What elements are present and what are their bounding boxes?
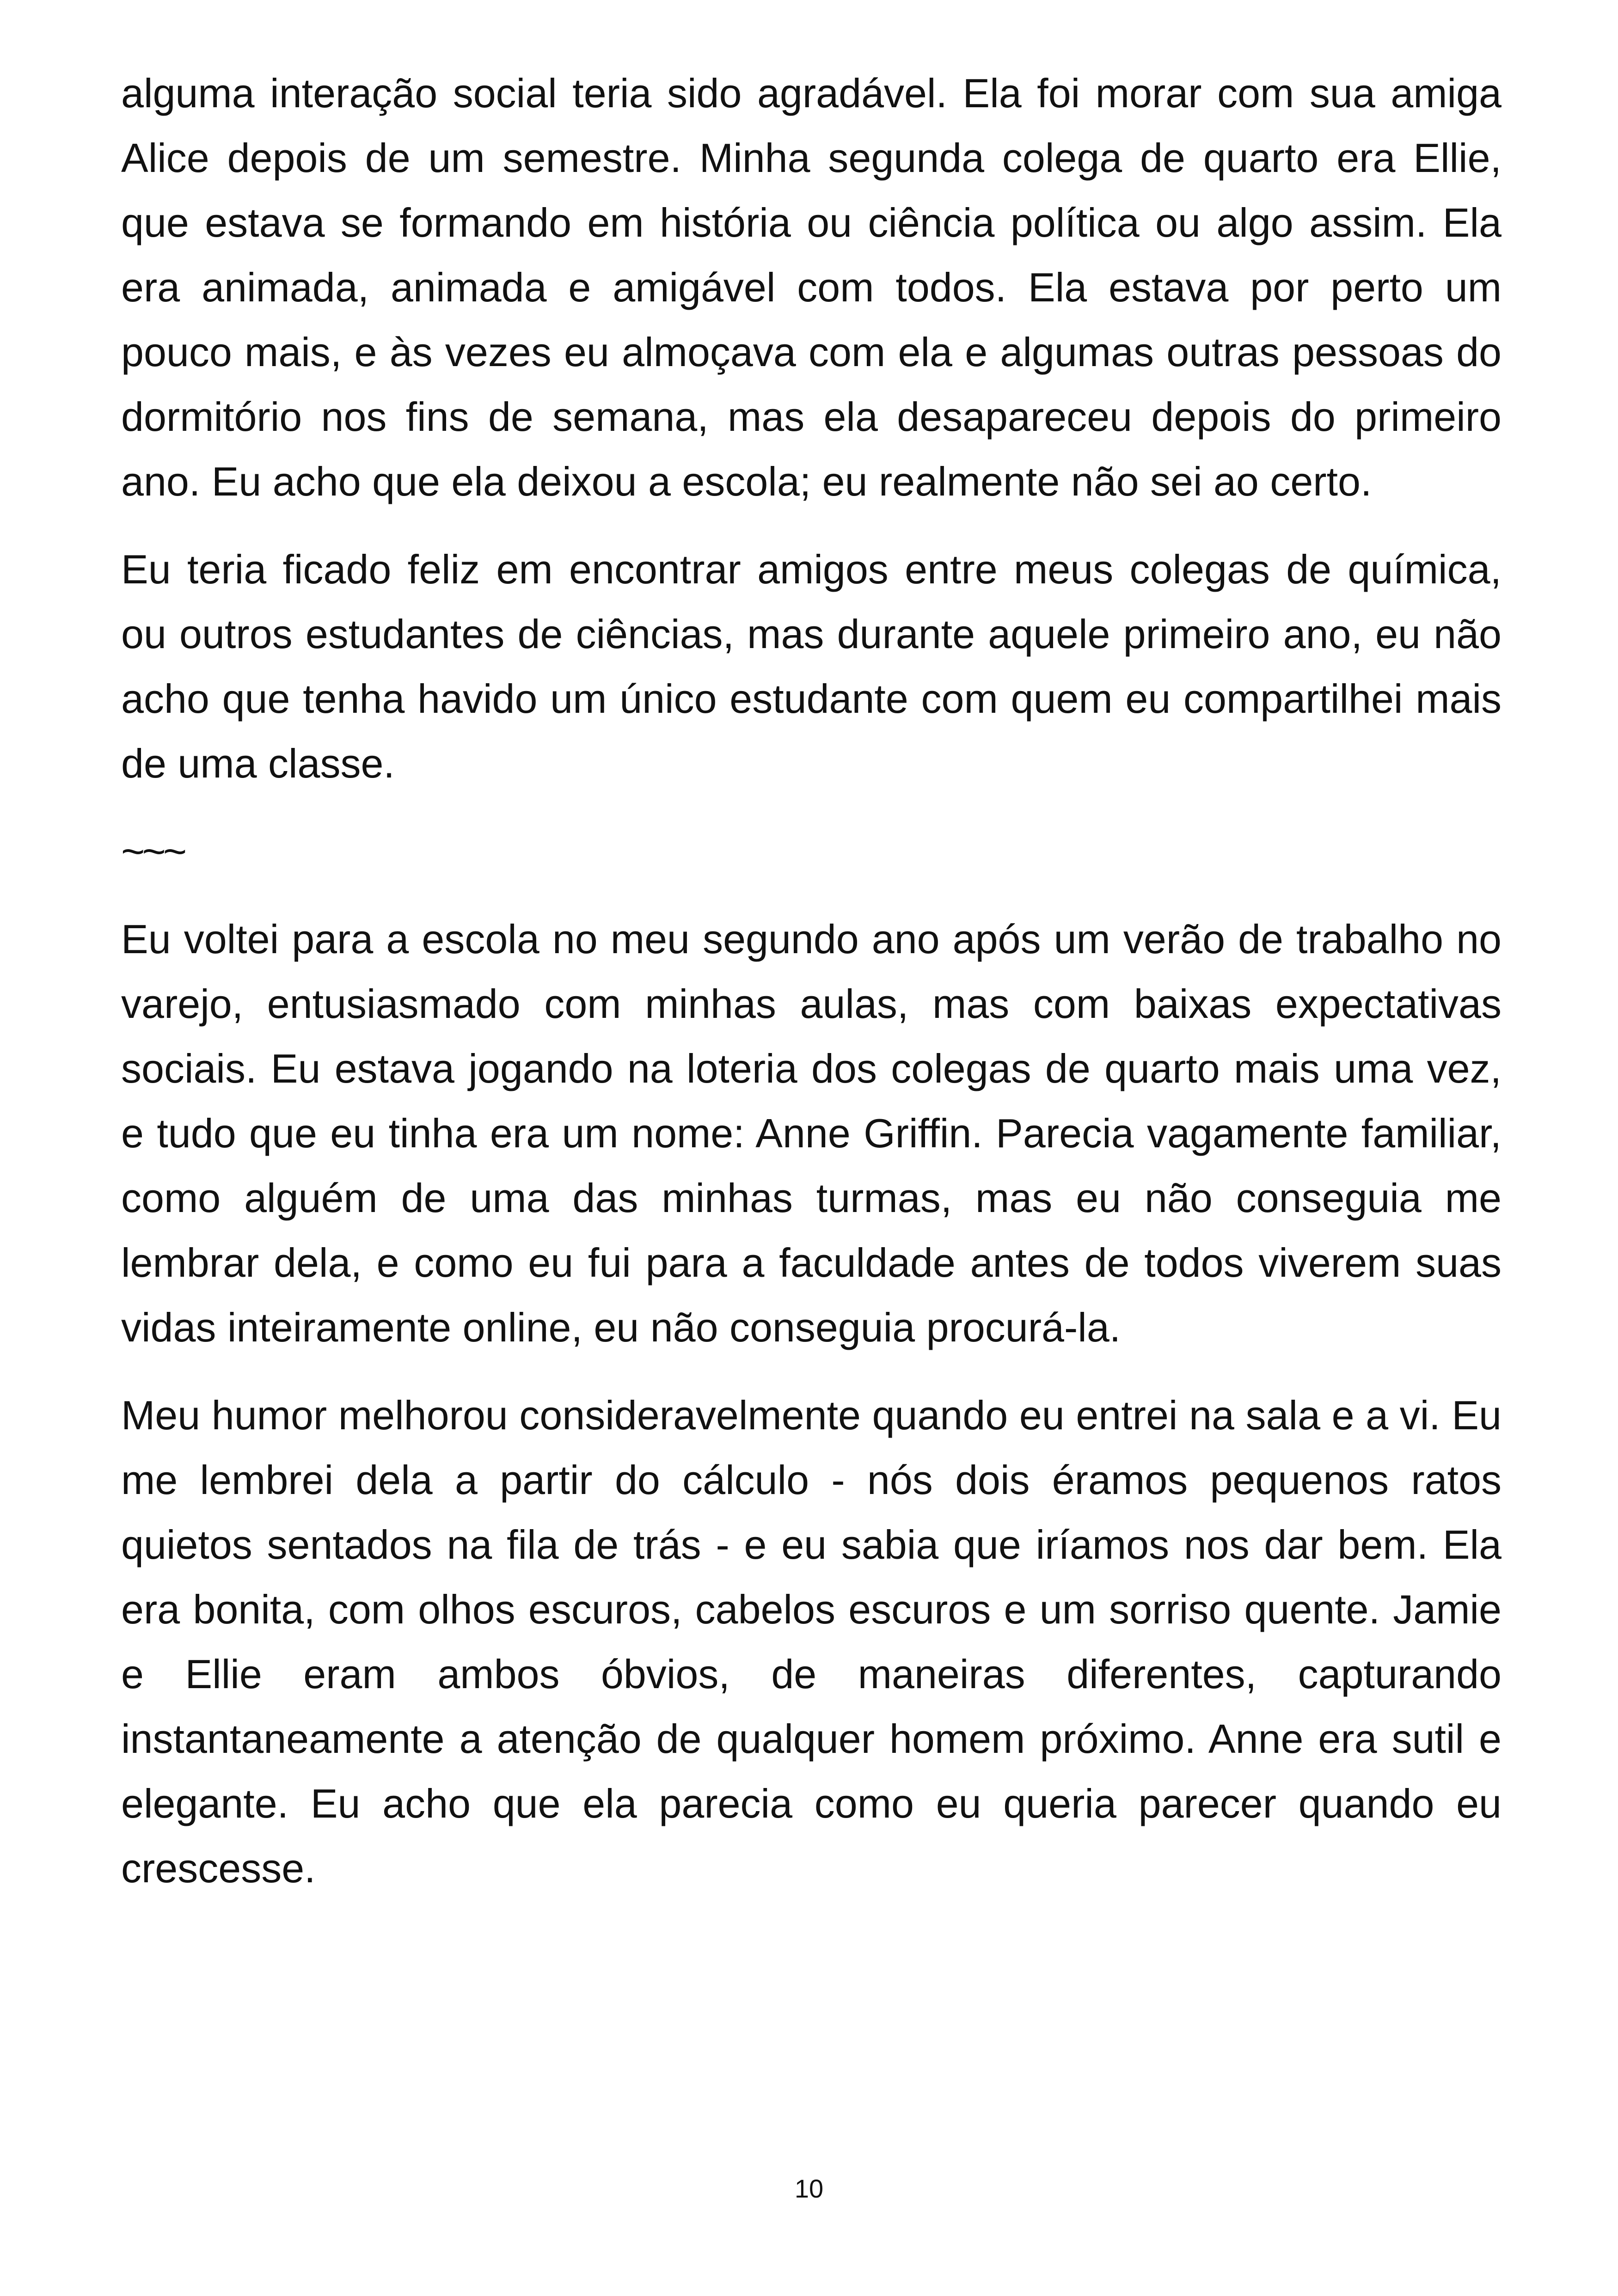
paragraph-2: Eu teria ficado feliz em encontrar amigos entre meus colegas de química, ou outros estudantes de ciências, mas durante aquele primeiro ano, eu não acho que tenha havido um único estudante com quem eu compartilhei mais de uma classe. [121,546,1502,786]
paragraph-3: Eu voltei para a escola no meu segundo ano após um verão de trabalho no varejo, entusiasmado com minhas aulas, mas com baixas expectativas sociais. Eu estava jogando na loteria dos colegas de quarto mais uma vez, e tudo que eu tinha era um nome: Anne Griffin. Parecia vagamente familiar, como alguém de uma das minhas turmas, mas eu não conseguia me lembrar dela, e como eu fui para a faculdade antes de todos viverem suas vidas inteiramente online, eu não conseguia procurá-la. [121,916,1502,1350]
body-text [121,61,1502,1924]
paragraph-1: alguma interação social teria sido agradável. Ela foi morar com sua amiga Alice depois de um semestre. Minha segunda colega de quarto era Ellie, que estava se formando em história ou ciência política ou algo assim. Ela era animada, animada e amigável com todos. Ela estava por perto um pouco mais, e às vezes eu almoçava com ela e algumas outras pessoas do dormitório nos fins de semana, mas ela desapareceu depois do primeiro ano. Eu acho que ela deixou a escola; eu realmente não sei ao certo. [121,70,1502,504]
paragraph-4: Meu humor melhorou consideravelmente quando eu entrei na sala e a vi. Eu me lembrei dela a partir do cálculo - nós dois éramos pequenos ratos quietos sentados na fila de trás - e eu sabia que iríamos nos dar bem. Ela era bonita, com olhos escuros, cabelos escuros e um sorriso quente. Jamie e Ellie eram ambos óbvios, de maneiras diferentes, capturando instantaneamente a atenção de qualquer homem próximo. Anne era sutil e elegante. Eu acho que ela parecia como eu queria parecer quando eu crescesse. [121,1392,1502,1891]
section-separator: ~~~ [121,828,184,874]
page-number: 10 [794,2174,824,2203]
